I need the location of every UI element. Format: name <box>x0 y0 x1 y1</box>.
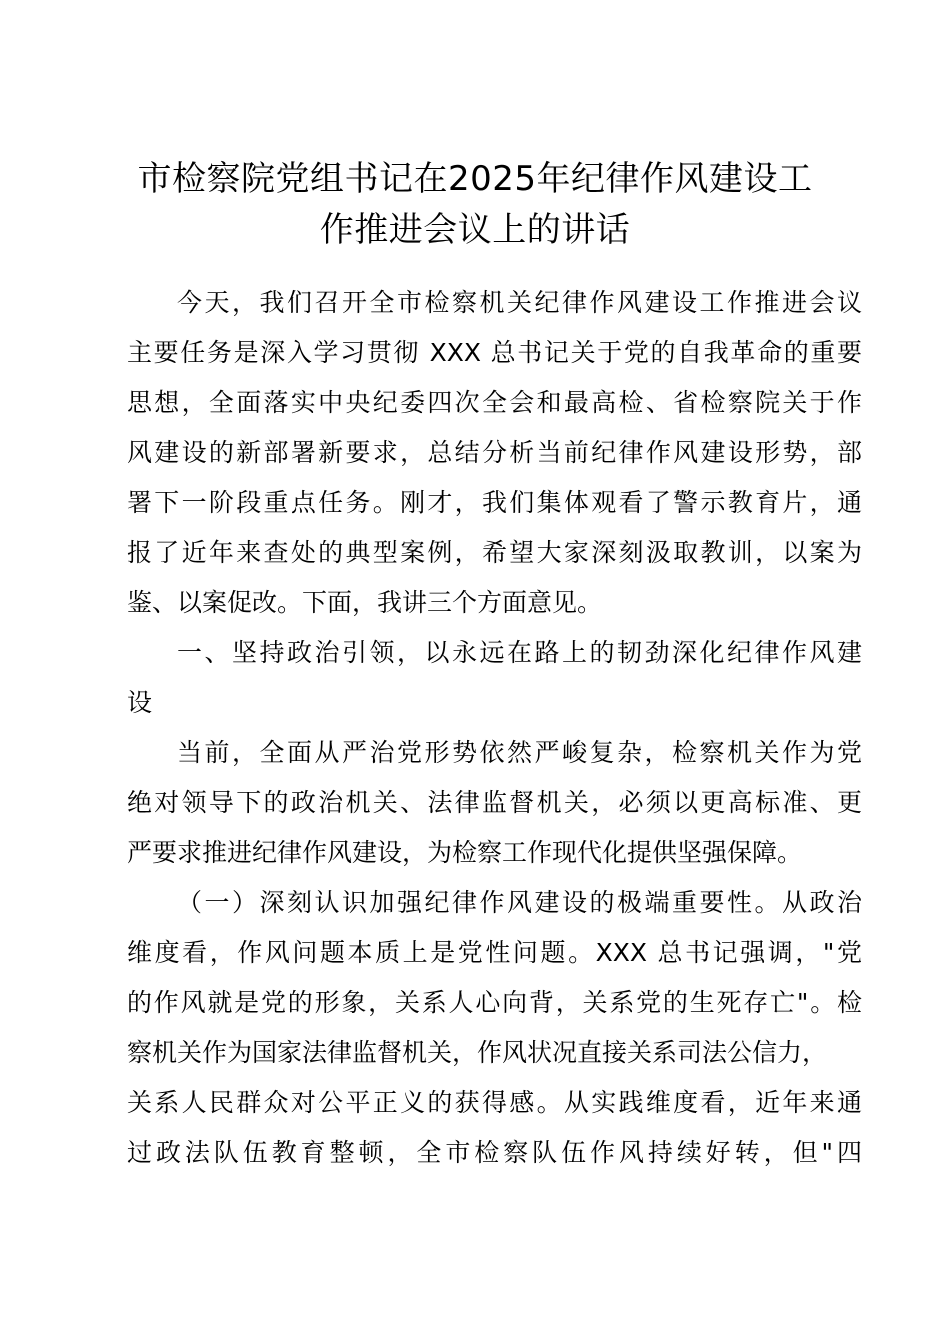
text-line: （一）深刻认识加强纪律作风建设的极端重要性。从政治 <box>177 888 862 917</box>
document-body <box>127 278 862 1178</box>
text-line: 思想，全面落实中央纪委四次全会和最高检、省检察院关于作 <box>127 388 862 417</box>
text-line: 风建设的新部署新要求，总结分析当前纪律作风建设形势，部 <box>127 438 862 467</box>
text-line: 过政法队伍教育整顿，全市检察队伍作风持续好转，但"四 <box>127 1138 862 1167</box>
text-line: 维度看，作风问题本质上是党性问题。XXX 总书记强调，"党 <box>127 938 862 967</box>
section-heading-1 <box>127 628 862 728</box>
paragraph-current-situation <box>127 728 862 878</box>
title-line-1: 市检察院党组书记在2025年纪律作风建设工 <box>137 159 813 199</box>
text-line: 今天，我们召开全市检察机关纪律作风建设工作推进会议 <box>177 288 862 317</box>
text-line: 一、坚持政治引领，以永远在路上的韧劲深化纪律作风建 <box>177 638 862 667</box>
paragraph-subsection-1 <box>127 878 862 1178</box>
document-title <box>110 154 840 256</box>
text-line: 的作风就是党的形象，关系人心向背，关系党的生死存亡"。检 <box>127 988 862 1017</box>
text-line: 署下一阶段重点任务。刚才，我们集体观看了警示教育片，通 <box>127 488 862 517</box>
text-line: 当前，全面从严治党形势依然严峻复杂，检察机关作为党 <box>177 738 862 767</box>
text-line: 察机关作为国家法律监督机关，作风状况直接关系司法公信力， <box>127 1038 828 1067</box>
text-line: 鉴、以案促改。下面，我讲三个方面意见。 <box>127 588 603 617</box>
text-line: 绝对领导下的政治机关、法律监督机关，必须以更高标准、更 <box>127 788 862 817</box>
paragraph-opening <box>127 278 862 628</box>
text-line: 报了近年来查处的典型案例，希望大家深刻汲取教训，以案为 <box>127 538 862 567</box>
text-line: 设 <box>127 688 153 717</box>
title-line-2: 作推进会议上的讲话 <box>319 210 631 250</box>
text-line: 主要任务是深入学习贯彻 XXX 总书记关于党的自我革命的重要 <box>127 338 862 367</box>
text-line: 严要求推进纪律作风建设，为检察工作现代化提供坚强保障。 <box>127 838 803 867</box>
text-line: 关系人民群众对公平正义的获得感。从实践维度看，近年来通 <box>127 1088 862 1117</box>
